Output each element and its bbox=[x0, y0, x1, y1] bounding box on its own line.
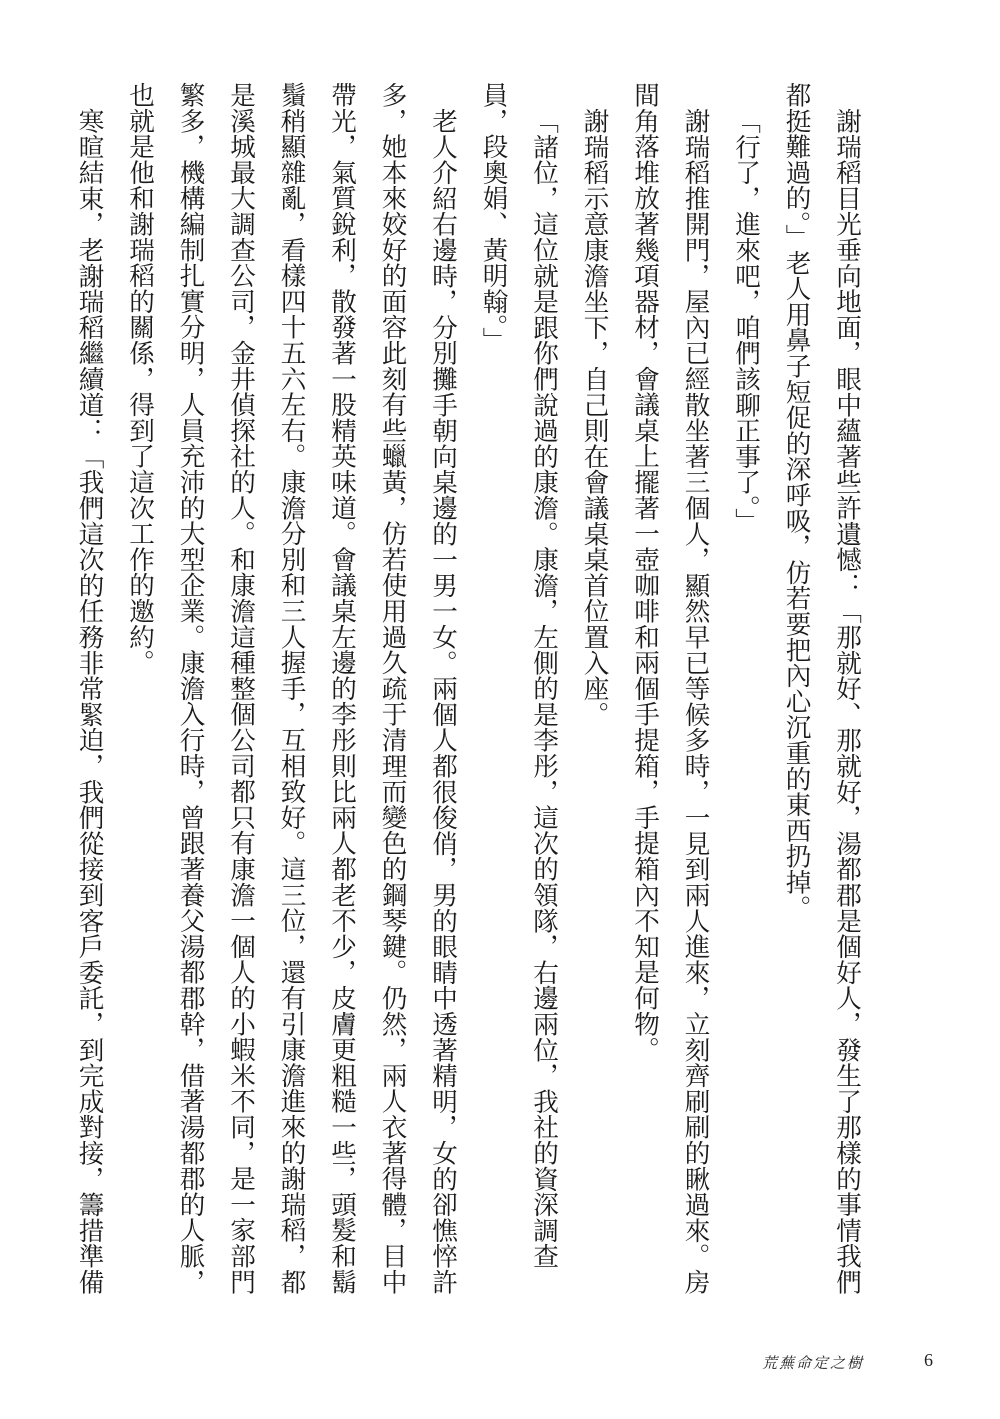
paragraph: 謝瑞稻推開門，屋內已經散坐著三個人，顯然早已等候多時，一見到兩人進來，立刻齊刷刷的瞅過來。房間角落堆放著幾項器材，會議桌上擺著一壺咖啡和兩個手提箱，手提箱內不知是何物。 bbox=[630, 82, 711, 1295]
paragraph: 謝瑞稻示意康澹坐下，自己則在會議桌桌首位置入座。 bbox=[579, 107, 610, 727]
body-text bbox=[74, 82, 872, 1314]
paragraph: 老人介紹右邊時，分別攤手朝向桌邊的一男一女。兩個人都很俊俏，男的眼睛中透著精明，女的卻憔悴許多，她本來姣好的面容此刻有些蠟黃，仿若使用過久疏于清理而變色的鋼琴鍵。仍然，兩人衣著得體，目中帶光，氣質銳利，散發著一股精英味道。會議桌左邊的李彤則比兩人都老不少，皮膚更粗糙一些，頭髮和鬍鬚稍顯雜亂，看樣四十五六左右。康澹分別和三人握手，互相致好。這三位，還有引康澹進來的謝瑞稻，都是溪城最大調查公司，金井偵探社的人。和康澹這種整個公司都只有康澹一個人的小蝦米不同，是一家部門繁多，機構編制扎實分明，人員充沛的大型企業。康澹入行時，曾跟著養父湯都郡幹，借著湯都郡的人脈，也就是他和謝瑞稻的關係，得到了這次工作的邀約。 bbox=[125, 82, 458, 1295]
paragraph: 謝瑞稻目光垂向地面，眼中蘊著些許遺憾：「那就好、那就好，湯都郡是個好人，發生了那樣的事情我們都挺難過的。」老人用鼻子短促的深呼吸，仿若要把內心沉重的東西扔掉。 bbox=[781, 82, 862, 1295]
page-number: 6 bbox=[924, 1350, 933, 1370]
paragraph: 「諸位，這位就是跟你們說過的康澹。康澹，左側的是李彤，這次的領隊，右邊兩位，我社的資深調查員，段奧娟、黃明翰。」 bbox=[478, 82, 559, 1269]
paragraph: 寒暄結束，老謝瑞稻繼續道：「我們這次的任務非常緊迫，我們從接到客戶委託，到完成對接，籌措準備 bbox=[74, 107, 105, 1295]
footer-book-title: 荒蕪命定之樹 bbox=[762, 1354, 865, 1372]
paragraph: 「行了，進來吧，咱們該聊正事了。」 bbox=[731, 107, 761, 534]
